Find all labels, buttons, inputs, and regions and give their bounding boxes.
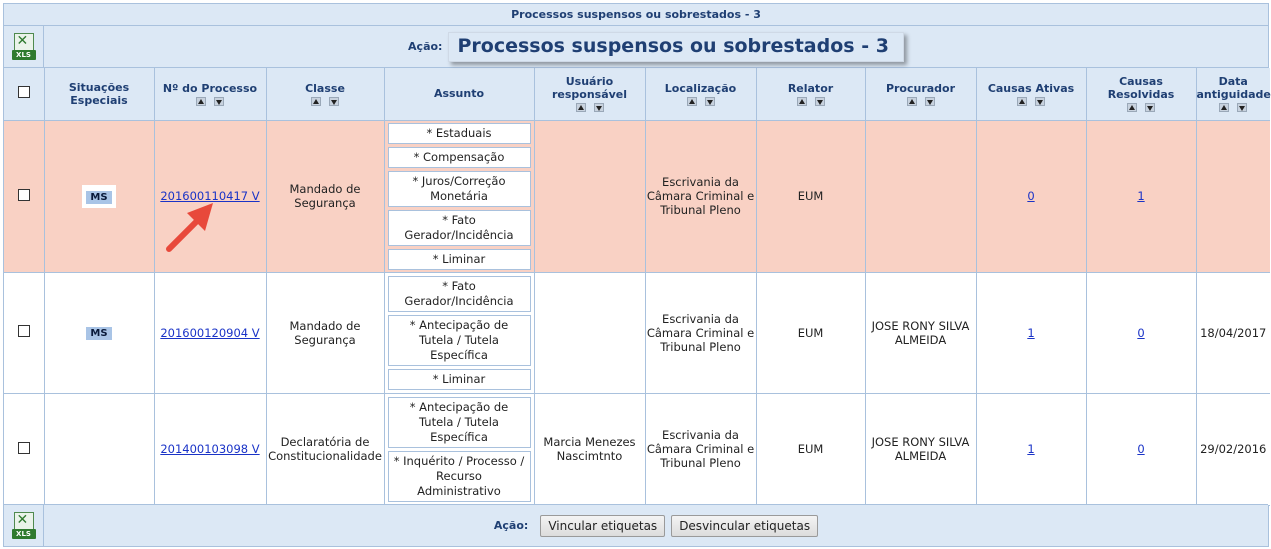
process-table: [4, 68, 1270, 506]
sort-ascending-icon[interactable]: [1219, 103, 1229, 112]
sort-ascending-icon[interactable]: [1127, 103, 1137, 112]
table-row: [4, 272, 1270, 393]
sort-controls: [1197, 103, 1271, 112]
usuario-cell: Marcia Menezes Nascimtnto: [534, 393, 645, 505]
localizacao-cell: Escrivania da Câmara Criminal e Tribunal Pleno: [645, 120, 756, 272]
column-header: [756, 68, 865, 120]
relator-cell: EUM: [756, 272, 865, 393]
panel-title: Processos suspensos ou sobrestados - 3: [4, 4, 1268, 26]
column-header-label: Assunto: [433, 87, 485, 101]
causas-resolvidas-cell: [1086, 272, 1196, 393]
classe-cell: Mandado de Segurança: [266, 272, 384, 393]
select-all-checkbox[interactable]: [18, 86, 30, 98]
action-label: Ação:: [493, 519, 529, 532]
column-header: [865, 68, 976, 120]
row-select-cell: [4, 272, 44, 393]
situacao-cell: [44, 272, 154, 393]
assunto-item: * Antecipação de Tutela / Tutela Específica: [388, 397, 531, 448]
data-antiguidade-cell: 18/04/2017: [1196, 272, 1270, 393]
row-select-cell: [4, 393, 44, 505]
processo-cell: [154, 393, 266, 505]
sort-controls: [757, 97, 865, 106]
vincular-etiquetas-button[interactable]: Vincular etiquetas: [540, 515, 665, 537]
column-header: [44, 68, 154, 120]
localizacao-cell: Escrivania da Câmara Criminal e Tribunal Pleno: [645, 393, 756, 505]
sort-ascending-icon[interactable]: [797, 97, 807, 106]
causas-ativas-cell: [976, 393, 1086, 505]
procurador-cell: JOSE RONY SILVA ALMEIDA: [865, 393, 976, 505]
xls-export-cell: [4, 26, 44, 67]
sort-descending-icon[interactable]: [594, 103, 604, 112]
assunto-list: [385, 121, 534, 272]
causas-ativas-cell: [976, 272, 1086, 393]
assunto-item: * Compensação: [388, 147, 531, 168]
sort-controls: [267, 97, 384, 106]
localizacao-cell: Escrivania da Câmara Criminal e Tribunal Pleno: [645, 272, 756, 393]
situacao-badge-wrap: [82, 321, 115, 344]
causas-ativas-link[interactable]: 0: [1027, 189, 1035, 203]
sort-descending-icon[interactable]: [1237, 103, 1247, 112]
assunto-item: * Fato Gerador/Incidência: [388, 276, 531, 312]
column-header: [154, 68, 266, 120]
column-header-label: Situações Especiais: [68, 80, 130, 107]
sort-controls: [535, 103, 645, 112]
assunto-item: * Antecipação de Tutela / Tutela Específica: [388, 315, 531, 366]
column-header: [1196, 68, 1270, 120]
causas-ativas-link[interactable]: 1: [1027, 442, 1035, 456]
title-tooltip: Processos suspensos ou sobrestados - 3: [448, 32, 903, 62]
row-checkbox[interactable]: [18, 189, 30, 201]
column-header-label: Usuário responsável: [551, 75, 628, 102]
situacao-badge: MS: [86, 327, 111, 340]
causas-resolvidas-link[interactable]: 1: [1137, 189, 1145, 203]
row-checkbox[interactable]: [18, 325, 30, 337]
causas-resolvidas-link[interactable]: 0: [1137, 442, 1145, 456]
sort-descending-icon[interactable]: [1145, 103, 1155, 112]
column-header-label: Localização: [664, 81, 737, 95]
assunto-item: * Inquérito / Processo / Recurso Administrativo: [388, 451, 531, 502]
column-header: [976, 68, 1086, 120]
xls-export-icon[interactable]: ✕ XLS: [12, 33, 36, 61]
data-antiguidade-cell: [1196, 120, 1270, 272]
usuario-cell: [534, 120, 645, 272]
column-header-label: Data antiguidade: [1196, 75, 1271, 102]
causas-resolvidas-cell: [1086, 393, 1196, 505]
xls-export-icon[interactable]: ✕ XLS: [12, 512, 36, 540]
bottom-action-cell: [44, 505, 1268, 546]
action-label: Ação:: [408, 40, 443, 53]
sort-ascending-icon[interactable]: [1017, 97, 1027, 106]
assunto-item: * Estaduais: [388, 123, 531, 144]
select-all-header: [4, 68, 44, 120]
column-header-label: Nº do Processo: [162, 81, 258, 95]
desvincular-etiquetas-button[interactable]: Desvincular etiquetas: [671, 515, 818, 537]
column-header-label: Causas Ativas: [987, 81, 1075, 95]
processo-cell: [154, 120, 266, 272]
assunto-item: * Liminar: [388, 369, 531, 390]
relator-cell: EUM: [756, 120, 865, 272]
top-action-row: [4, 26, 1268, 68]
column-header-label: Classe: [305, 81, 345, 95]
column-header-label: Procurador: [885, 81, 956, 95]
assunto-cell: [384, 393, 534, 505]
causas-resolvidas-link[interactable]: 0: [1137, 325, 1145, 340]
sort-ascending-icon[interactable]: [907, 97, 917, 106]
top-action-cell: [44, 26, 1268, 67]
xls-export-cell-bottom: [4, 505, 44, 546]
sort-ascending-icon[interactable]: [311, 97, 321, 106]
sort-controls: [866, 97, 976, 106]
sort-descending-icon[interactable]: [329, 97, 339, 106]
column-header-label: Causas Resolvidas: [1107, 75, 1175, 102]
column-header: [266, 68, 384, 120]
procurador-cell: [865, 120, 976, 272]
processo-link[interactable]: 201600110417 V: [160, 189, 260, 203]
sort-descending-icon[interactable]: [705, 97, 715, 106]
situacao-badge: MS: [86, 191, 111, 204]
situacao-badge-wrap: [82, 185, 115, 208]
sort-ascending-icon[interactable]: [196, 97, 206, 106]
assunto-cell: [384, 272, 534, 393]
assunto-list: [385, 395, 534, 504]
column-header: [1086, 68, 1196, 120]
column-header-label: Relator: [787, 81, 834, 95]
sort-descending-icon[interactable]: [925, 97, 935, 106]
bottom-action-row: [4, 504, 1268, 546]
table-header: [4, 68, 1270, 120]
column-header: [384, 68, 534, 120]
assunto-item: * Juros/Correção Monetária: [388, 171, 531, 207]
assunto-item: * Liminar: [388, 249, 531, 270]
process-list-panel: [3, 3, 1269, 547]
usuario-cell: [534, 272, 645, 393]
column-header: [534, 68, 645, 120]
relator-cell: EUM: [756, 393, 865, 505]
table-row: [4, 393, 1270, 505]
situacao-cell: [44, 393, 154, 505]
sort-controls: [646, 97, 756, 106]
sort-ascending-icon[interactable]: [576, 103, 586, 112]
processo-link[interactable]: 201400103098 V: [160, 442, 260, 456]
sort-descending-icon[interactable]: [815, 97, 825, 106]
assunto-list: [385, 274, 534, 392]
sort-ascending-icon[interactable]: [687, 97, 697, 106]
data-antiguidade-cell: 29/02/2016: [1196, 393, 1270, 505]
sort-controls: [977, 97, 1086, 106]
processo-link[interactable]: 201600120904 V: [160, 325, 260, 340]
causas-ativas-cell: [976, 120, 1086, 272]
row-select-cell: [4, 120, 44, 272]
causas-ativas-link[interactable]: 1: [1027, 325, 1035, 340]
table-row: [4, 120, 1270, 272]
sort-descending-icon[interactable]: [1035, 97, 1045, 106]
classe-cell: Mandado de Segurança: [266, 120, 384, 272]
assunto-item: * Fato Gerador/Incidência: [388, 210, 531, 246]
processo-cell: [154, 272, 266, 393]
situacao-cell: [44, 120, 154, 272]
procurador-cell: JOSE RONY SILVA ALMEIDA: [865, 272, 976, 393]
assunto-cell: [384, 120, 534, 272]
causas-resolvidas-cell: [1086, 120, 1196, 272]
column-header: [645, 68, 756, 120]
sort-controls: [155, 97, 266, 106]
sort-controls: [1087, 103, 1196, 112]
sort-descending-icon[interactable]: [214, 97, 224, 106]
classe-cell: Declaratória de Constitucionalidade: [266, 393, 384, 505]
row-checkbox[interactable]: [18, 442, 30, 454]
